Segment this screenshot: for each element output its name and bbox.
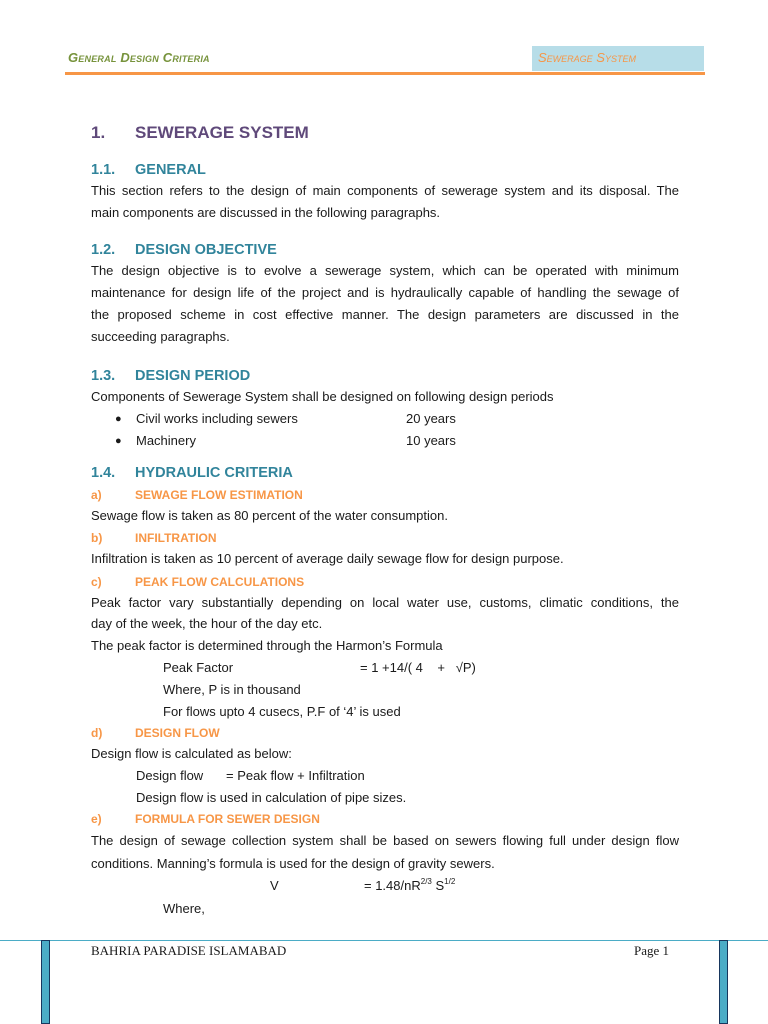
subheading-c-letter: c) bbox=[91, 575, 102, 589]
subheading-e-title: FORMULA FOR SEWER DESIGN bbox=[135, 812, 320, 826]
heading-1-4-number: 1.4. bbox=[91, 465, 116, 481]
bullet-icon: ● bbox=[115, 413, 122, 425]
list-item-value: 20 years bbox=[406, 411, 456, 426]
subheading-c-title: PEAK FLOW CALCULATIONS bbox=[135, 575, 305, 589]
paragraph-1-1-line-1: This section refers to the design of main components of sewerage system and its disposal. The bbox=[91, 183, 679, 198]
header-right-title: Sewerage System bbox=[538, 50, 636, 65]
paragraph-d-line-1: Design flow is calculated as below: bbox=[91, 746, 292, 761]
subheading-b-title: INFILTRATION bbox=[135, 531, 217, 545]
heading-1-3-title: DESIGN PERIOD bbox=[135, 368, 251, 384]
design-flow-formula: = Peak flow + Infiltration bbox=[226, 768, 365, 783]
paragraph-c-line-1: Peak factor vary substantially depending on local water use, customs, climatic conditions, the bbox=[91, 595, 679, 610]
bullet-icon: ● bbox=[115, 435, 122, 447]
heading-1-3-number: 1.3. bbox=[91, 368, 116, 384]
paragraph-e-line-2: conditions. Manning’s formula is used for the design of gravity sewers. bbox=[91, 856, 495, 871]
section-number: 1. bbox=[91, 123, 106, 142]
header-left-title: General Design Criteria bbox=[68, 50, 210, 65]
list-item-value: 10 years bbox=[406, 433, 456, 448]
manning-formula-part-2: S bbox=[431, 878, 445, 893]
list-item-label: Machinery bbox=[136, 433, 196, 448]
paragraph-d-line-2: Design flow is used in calculation of pipe sizes. bbox=[136, 790, 407, 805]
footer-page-number: Page 1 bbox=[634, 943, 670, 958]
peak-factor-where: Where, P is in thousand bbox=[163, 682, 301, 697]
footer-divider bbox=[0, 940, 768, 941]
design-flow-label: Design flow bbox=[136, 768, 204, 783]
subheading-b-letter: b) bbox=[91, 531, 103, 545]
paragraph-b: Infiltration is taken as 10 percent of average daily sewage flow for design purpose. bbox=[91, 551, 564, 566]
paragraph-1-2-line-2: maintenance for design life of the project and is hydraulically capable of handling the sewage of bbox=[91, 285, 679, 300]
paragraph-1-2-line-3: the proposed scheme in cost effective manner. The design parameters are discussed in the bbox=[91, 307, 679, 322]
heading-1-2-number: 1.2. bbox=[91, 242, 116, 258]
manning-where: Where, bbox=[163, 901, 205, 916]
peak-factor-formula: = 1 +14/( 4 + √P) bbox=[360, 660, 476, 675]
manning-formula-part-1: = 1.48/nR bbox=[364, 878, 421, 893]
subheading-e-letter: e) bbox=[91, 812, 102, 826]
paragraph-1-3-intro: Components of Sewerage System shall be designed on following design periods bbox=[91, 389, 554, 404]
paragraph-c-line-2: day of the week, the hour of the day etc. bbox=[91, 616, 323, 631]
subheading-a-letter: a) bbox=[91, 488, 102, 502]
peak-factor-label: Peak Factor bbox=[163, 660, 234, 675]
footer-left-bar bbox=[41, 940, 50, 1024]
heading-1-2-title: DESIGN OBJECTIVE bbox=[135, 242, 277, 258]
heading-1-1-number: 1.1. bbox=[91, 162, 116, 178]
paragraph-1-1-line-2: main components are discussed in the following paragraphs. bbox=[91, 205, 441, 220]
heading-1-1-title: GENERAL bbox=[135, 162, 206, 178]
manning-exponent-s: 1/2 bbox=[444, 877, 456, 886]
manning-v-label: V bbox=[270, 878, 279, 893]
header-divider bbox=[65, 72, 705, 75]
manning-formula bbox=[364, 878, 455, 894]
paragraph-1-2-line-1: The design objective is to evolve a sewerage system, which can be operated with minimum bbox=[91, 263, 679, 278]
paragraph-a: Sewage flow is taken as 80 percent of the water consumption. bbox=[91, 508, 448, 523]
paragraph-c-line-3: The peak factor is determined through the Harmon’s Formula bbox=[91, 638, 443, 653]
heading-1-4-title: HYDRAULIC CRITERIA bbox=[135, 465, 293, 481]
paragraph-1-2-line-4: succeeding paragraphs. bbox=[91, 329, 230, 344]
section-title: SEWERAGE SYSTEM bbox=[135, 123, 309, 142]
subheading-d-title: DESIGN FLOW bbox=[135, 726, 220, 740]
peak-factor-note: For flows upto 4 cusecs, P.F of ‘4’ is used bbox=[163, 704, 401, 719]
footer-right-bar bbox=[719, 940, 728, 1024]
paragraph-e-line-1: The design of sewage collection system shall be based on sewers flowing full under design flow bbox=[91, 833, 679, 848]
footer-project-name: BAHRIA PARADISE ISLAMABAD bbox=[91, 943, 287, 958]
manning-exponent-r: 2/3 bbox=[420, 877, 432, 886]
subheading-d-letter: d) bbox=[91, 726, 103, 740]
list-item-label: Civil works including sewers bbox=[136, 411, 298, 426]
subheading-a-title: SEWAGE FLOW ESTIMATION bbox=[135, 488, 303, 502]
